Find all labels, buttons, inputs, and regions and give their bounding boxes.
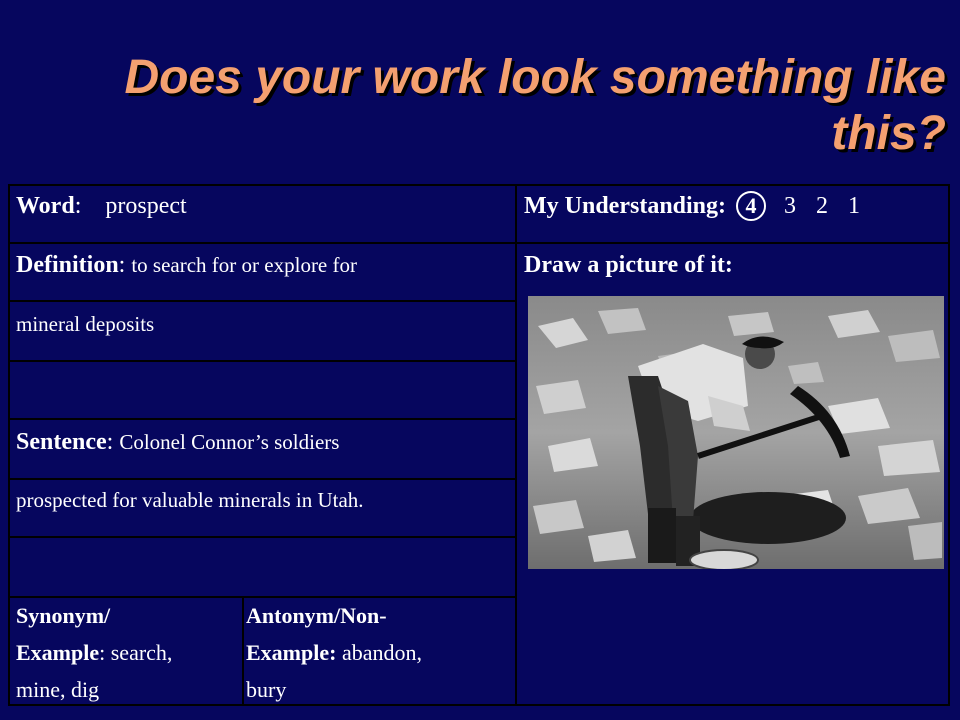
draw-label: Draw a picture of it: bbox=[524, 252, 733, 278]
definition-text-line-1: to search for or explore for bbox=[131, 253, 357, 277]
understanding-label: My Understanding: bbox=[524, 193, 727, 219]
row-divider bbox=[10, 478, 515, 480]
word-separator: : bbox=[74, 193, 82, 219]
antonym-text-line-2: abandon, bbox=[336, 640, 422, 665]
miner-photo bbox=[528, 296, 944, 569]
slide-title-line-1: Does your work look something like bbox=[124, 51, 946, 104]
sentence-text-line-2: prospected for valuable minerals in Utah. bbox=[16, 488, 364, 512]
understanding-rating-2: 2 bbox=[816, 193, 829, 219]
understanding-selected-rating: 4 bbox=[736, 191, 766, 221]
gold-pan bbox=[690, 550, 758, 569]
antonym-cell bbox=[246, 597, 508, 708]
word-cell bbox=[16, 191, 187, 221]
definition-cell bbox=[16, 250, 357, 280]
row-divider bbox=[10, 536, 515, 538]
synonym-text-line-2: : search, bbox=[99, 640, 173, 665]
definition-separator: : bbox=[118, 252, 126, 278]
row-divider bbox=[10, 242, 948, 244]
definition-text-line-2: mineral deposits bbox=[16, 312, 155, 336]
slide-title bbox=[20, 50, 946, 162]
word-value: prospect bbox=[105, 193, 187, 219]
sentence-text-line-1: Colonel Connor’s soldiers bbox=[119, 430, 340, 454]
synonym-text-line-3: mine, dig bbox=[16, 677, 100, 702]
understanding-cell bbox=[524, 191, 860, 221]
sentence-cell bbox=[16, 427, 339, 457]
column-divider bbox=[515, 186, 517, 704]
sentence-label: Sentence bbox=[16, 429, 107, 455]
row-divider bbox=[10, 418, 515, 420]
definition-label: Definition bbox=[16, 252, 119, 278]
word-label: Word bbox=[16, 193, 75, 219]
dig-hole bbox=[690, 492, 846, 544]
synonym-label-line-1: Synonym/ bbox=[16, 603, 111, 628]
antonym-text-line-3: bury bbox=[246, 677, 287, 702]
antonym-label-line-2: Example: bbox=[246, 640, 337, 665]
synonym-cell bbox=[16, 597, 240, 708]
sentence-separator: : bbox=[106, 429, 114, 455]
antonym-label-line-1: Antonym/Non- bbox=[246, 603, 387, 628]
row-divider bbox=[10, 300, 515, 302]
row-divider bbox=[10, 360, 515, 362]
column-divider bbox=[242, 596, 244, 704]
understanding-rating-1: 1 bbox=[848, 193, 861, 219]
slide-title-line-2: this? bbox=[831, 107, 946, 160]
draw-cell bbox=[524, 250, 733, 280]
understanding-rating-3: 3 bbox=[784, 193, 797, 219]
synonym-label-line-2: Example bbox=[16, 640, 100, 665]
